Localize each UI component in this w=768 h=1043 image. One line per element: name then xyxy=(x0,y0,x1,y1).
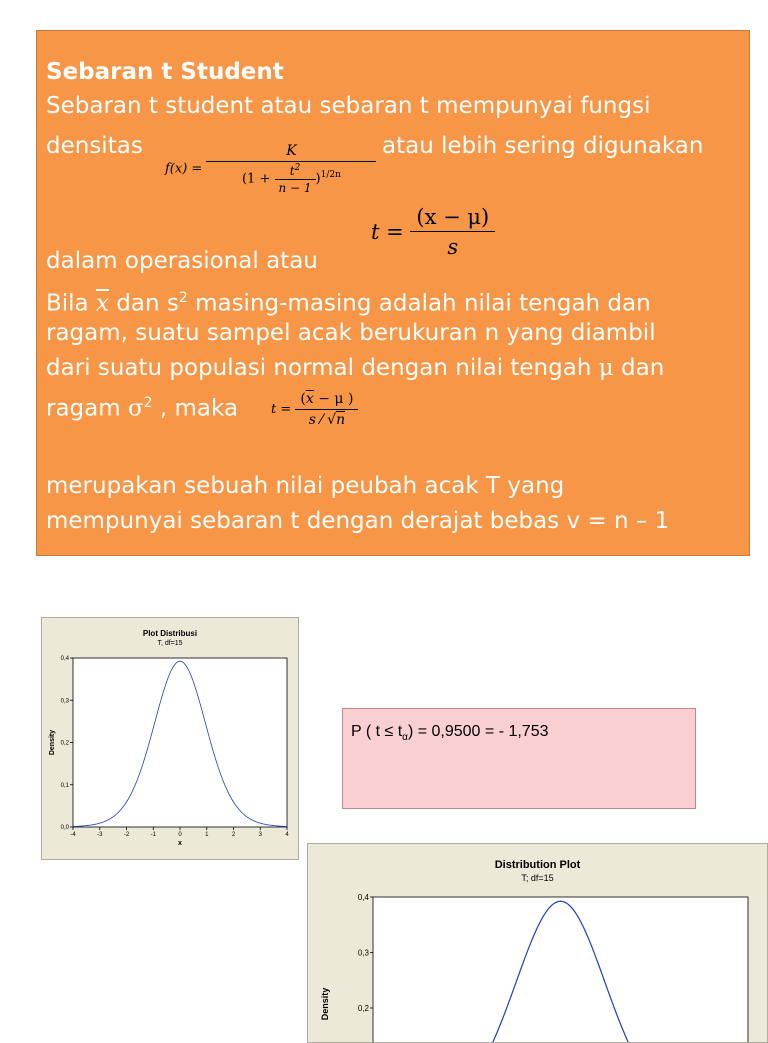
small-distribution-plot xyxy=(41,617,299,860)
t2-num-xbar: $\overline{x}$ xyxy=(305,391,314,407)
t-lhs: t = xyxy=(371,220,404,244)
plot-area xyxy=(73,658,287,827)
y-axis-label: Density xyxy=(320,987,330,1021)
large-plot-subtitle: T; df=15 xyxy=(521,873,554,883)
t-formula xyxy=(371,205,495,259)
xbar-symbol: $\overline{x}$ xyxy=(95,290,109,317)
text-line-2a: densitas xyxy=(46,133,143,159)
x-tick-label: -2 xyxy=(123,832,130,838)
mu-symbol: μ xyxy=(598,355,614,381)
text-line-2b: atau lebih sering digunakan xyxy=(382,133,704,159)
density-lhs: f(x) = xyxy=(165,161,203,177)
t2-num-open: ( xyxy=(300,391,306,407)
density-den-n: n − 1 xyxy=(278,181,312,195)
y-tick-label: 0,4 xyxy=(357,892,369,902)
y-tick-label: 0,4 xyxy=(60,656,69,663)
t-denominator: s xyxy=(447,235,459,259)
y-tick-label: 0,0 xyxy=(60,825,69,832)
y-tick-label: 0,2 xyxy=(60,740,69,747)
density-numerator: K xyxy=(206,143,376,162)
y-tick-label: 0,3 xyxy=(357,948,369,958)
large-distribution-plot xyxy=(307,843,768,1043)
density-den-t-exp: 2 xyxy=(294,163,301,173)
t2-denominator: s ⁄ √n xyxy=(308,412,346,428)
text-line-8: merupakan sebuah nilai peubah acak T yang xyxy=(46,473,565,499)
small-plot-subtitle: T, df=15 xyxy=(157,640,183,647)
text-line-3: dalam operasional atau xyxy=(46,248,318,274)
text-line-7a: ragam xyxy=(46,395,121,422)
x-tick-label: 1 xyxy=(205,832,209,838)
s-squared-exp: 2 xyxy=(178,290,188,306)
text-line-1: Sebaran t student atau sebaran t mempunyai fungsi xyxy=(46,93,651,119)
density-den-open: (1 + xyxy=(241,171,271,187)
text-line-5: ragam, suatu sampel acak berukuran n yang diambil xyxy=(46,320,656,346)
text-line-6b: dan xyxy=(621,355,665,381)
y-axis-label: Density xyxy=(49,729,56,756)
t-sample-formula xyxy=(271,391,358,428)
x-tick-label: 3 xyxy=(258,832,262,838)
t-numerator: (x − μ) xyxy=(410,205,495,232)
t2-num-rest: − μ ) xyxy=(313,391,354,407)
probability-note xyxy=(342,708,696,809)
density-denominator xyxy=(206,162,376,195)
text-line-6a: dari suatu populasi normal dengan nilai tengah xyxy=(46,355,592,381)
text-line-9: mempunyai sebaran t dengan derajat bebas v = n – 1 xyxy=(46,508,670,534)
density-formula xyxy=(165,143,376,195)
probability-text-b: ) = 0,9500 = - 1,753 xyxy=(407,723,549,740)
x-tick-label: -4 xyxy=(70,832,76,838)
t2-lhs: t = xyxy=(271,402,292,417)
density-den-t: t xyxy=(289,164,295,178)
x-axis-label: x xyxy=(178,840,182,847)
t2-den-n: n xyxy=(336,412,346,428)
text-line-4 xyxy=(46,281,651,321)
probability-text xyxy=(351,723,549,743)
text-line-6 xyxy=(46,351,664,385)
text-line-7b: , maka xyxy=(159,395,239,422)
slide-title: Sebaran t Student xyxy=(46,59,284,85)
y-tick-label: 0,1 xyxy=(60,782,69,789)
t2-numerator xyxy=(295,391,358,410)
x-tick-label: -3 xyxy=(97,832,103,838)
plot-area xyxy=(373,897,748,1042)
t2-den-s: s xyxy=(308,412,316,428)
density-den-close: ) xyxy=(315,171,321,187)
sigma-symbol: σ xyxy=(127,395,144,422)
y-tick-label: 0,2 xyxy=(357,1003,369,1013)
x-tick-label: 0 xyxy=(178,832,182,838)
x-tick-label: 2 xyxy=(231,832,236,838)
probability-text-a: P ( t ≤ t xyxy=(351,723,403,740)
small-plot-title: Plot Distribusi xyxy=(142,629,198,638)
large-plot-title: Distribution Plot xyxy=(494,859,581,871)
large-plot-svg xyxy=(308,844,767,1042)
sigma-squared-exp: 2 xyxy=(143,395,153,411)
text-line-4b: dan s xyxy=(116,290,179,317)
x-tick-label: -1 xyxy=(150,832,156,838)
text-line-4a: Bila xyxy=(46,290,89,317)
x-tick-label: 4 xyxy=(285,832,289,838)
definition-box xyxy=(36,30,750,556)
small-plot-svg xyxy=(42,618,298,859)
probability-subscript: α xyxy=(402,732,408,744)
density-den-power: 1/2n xyxy=(320,170,341,181)
text-line-7 xyxy=(46,386,238,426)
text-line-4c: masing-masing adalah nilai tengah dan xyxy=(195,290,651,317)
y-tick-label: 0,3 xyxy=(60,698,69,705)
